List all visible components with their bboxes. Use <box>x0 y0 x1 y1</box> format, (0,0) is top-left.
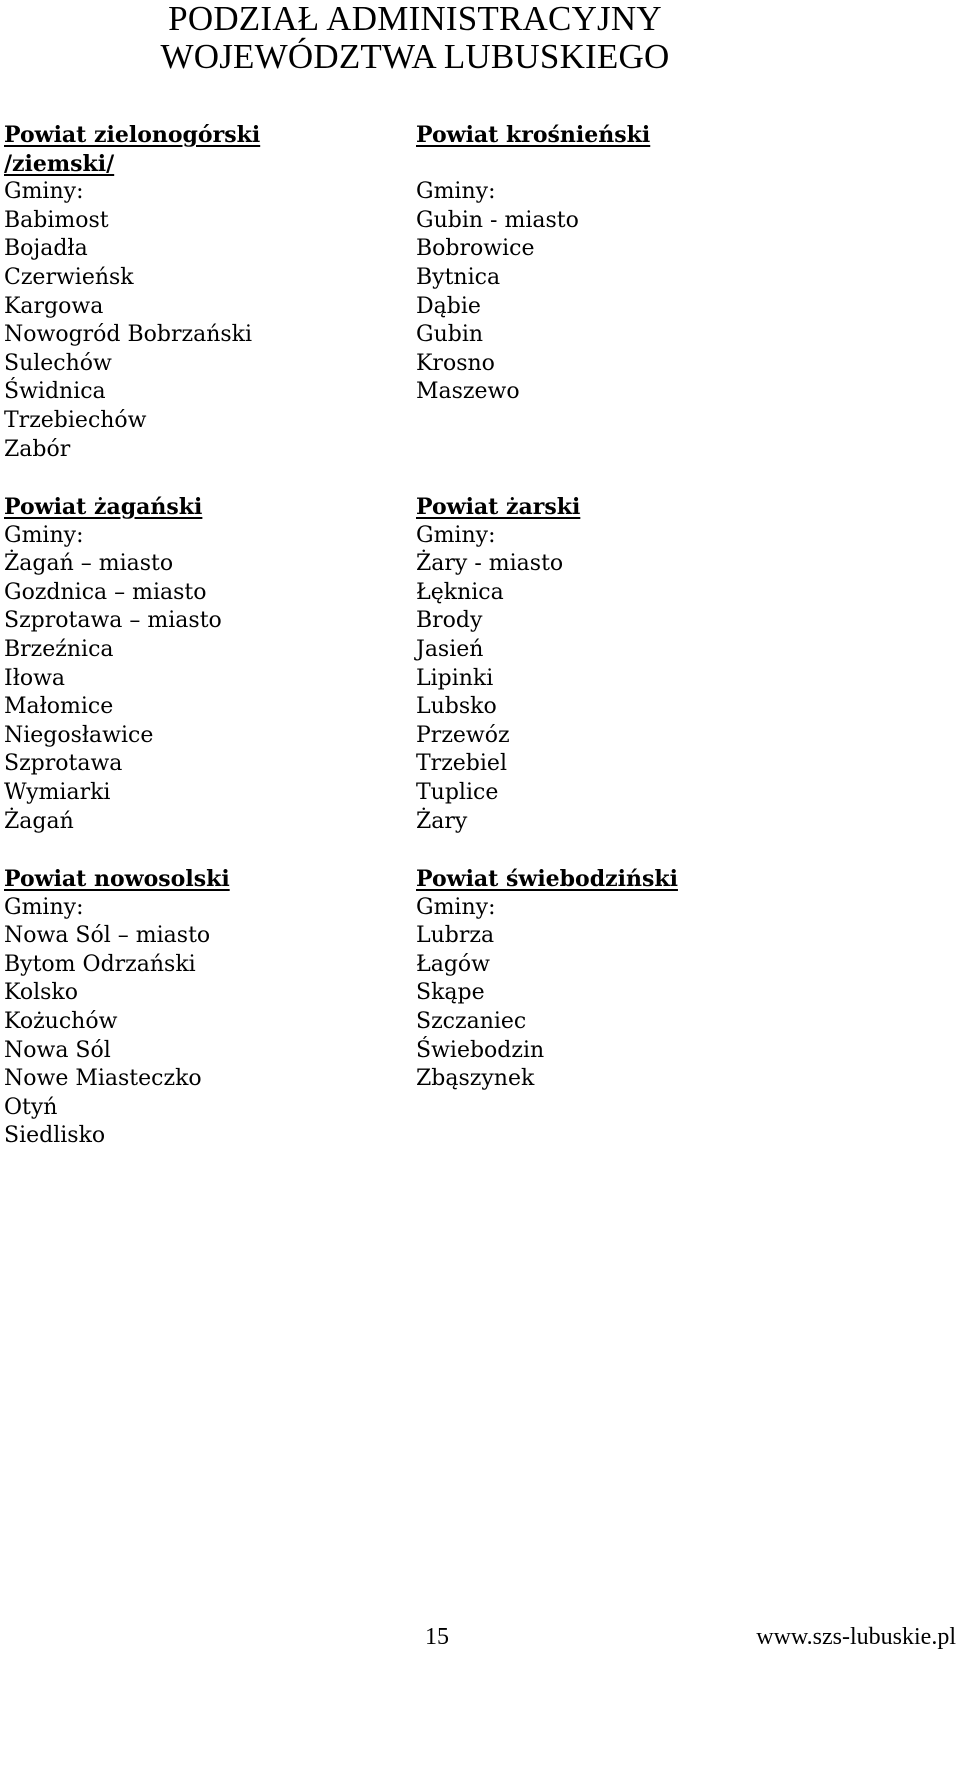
gmina-item: Dąbie <box>416 293 481 319</box>
gmina-item: Iłowa <box>4 665 66 691</box>
gmina-item: Brody <box>416 608 483 634</box>
gmina-item: Zbąszynek <box>416 1066 535 1092</box>
section-heading: Powiat żarski <box>416 494 581 520</box>
page-title-line2: WOJEWÓDZTWA LUBUSKIEGO <box>160 37 670 76</box>
gmina-item: Świdnica <box>4 379 106 405</box>
section-powiat-zaganski <box>4 493 222 836</box>
section-powiat-nowosolski <box>4 865 230 1151</box>
gmina-item: Żagań – miasto <box>4 551 174 577</box>
gmina-item: Babimost <box>4 207 109 233</box>
gmina-item: Przewóz <box>416 722 510 748</box>
page-number: 15 <box>425 1624 449 1650</box>
gmina-item: Otyń <box>4 1094 58 1120</box>
website-url: www.szs-lubuskie.pl <box>756 1624 956 1650</box>
gmina-item: Kolsko <box>4 980 78 1006</box>
section-heading-continued: /ziemski/ <box>4 150 115 177</box>
gmina-item: Bytnica <box>416 264 501 290</box>
section-heading: Powiat świebodziński <box>416 866 678 892</box>
gmina-item: Bytom Odrzański <box>4 951 196 977</box>
gmina-item: Łęknica <box>416 579 504 605</box>
section-powiat-krosnienski <box>416 121 650 407</box>
gmina-item: Niegosławice <box>4 722 154 748</box>
gmina-item: Lubsko <box>416 694 497 720</box>
gmina-item: Siedlisko <box>4 1123 106 1149</box>
gmina-item: Nowa Sól – miasto <box>4 923 211 949</box>
section-heading: Powiat żagański <box>4 494 203 520</box>
gmina-item: Skąpe <box>416 980 485 1006</box>
gmina-item: Brzeźnica <box>4 636 114 662</box>
gmina-item: Świebodzin <box>416 1037 545 1063</box>
gmina-item: Łagów <box>416 951 490 977</box>
gmina-item: Czerwieńsk <box>4 264 134 290</box>
gmina-item: Trzebiel <box>416 751 507 777</box>
gmina-item: Krosno <box>416 350 495 376</box>
gmina-item: Sulechów <box>4 350 112 376</box>
gmina-item: Tuplice <box>416 779 499 805</box>
gmina-item: Maszewo <box>416 379 520 405</box>
gmina-item: Żary - miasto <box>416 551 564 577</box>
gmina-item: Lipinki <box>416 665 494 691</box>
section-powiat-swiebodzinski <box>416 865 678 1094</box>
section-powiat-zarski <box>416 493 580 836</box>
gmina-item: Nowa Sól <box>4 1037 111 1063</box>
section-heading: Powiat zielonogórski <box>4 122 261 148</box>
gmina-item: Gubin - miasto <box>416 207 579 233</box>
gmina-item: Nowe Miasteczko <box>4 1066 202 1092</box>
gmina-item: Bobrowice <box>416 236 535 262</box>
gmina-item: Kożuchów <box>4 1008 118 1034</box>
gmina-item: Kargowa <box>4 293 104 319</box>
gminy-label: Gminy: <box>416 179 496 205</box>
gminy-label: Gminy: <box>416 894 496 920</box>
gmina-item: Trzebiechów <box>4 407 147 433</box>
gminy-label: Gminy: <box>4 179 84 205</box>
gmina-item: Zabór <box>4 436 71 462</box>
gmina-item: Gozdnica – miasto <box>4 579 207 605</box>
gminy-label: Gminy: <box>4 522 84 548</box>
gmina-item: Szprotawa <box>4 751 123 777</box>
gmina-item: Gubin <box>416 322 484 348</box>
gminy-label: Gminy: <box>4 894 84 920</box>
gmina-item: Bojadła <box>4 236 88 262</box>
gmina-item: Żagań <box>4 808 74 834</box>
gmina-item: Szprotawa – miasto <box>4 608 222 634</box>
gminy-label: Gminy: <box>416 522 496 548</box>
section-heading: Powiat krośnieński <box>416 122 651 148</box>
gmina-item: Szczaniec <box>416 1008 527 1034</box>
gmina-item: Wymiarki <box>4 779 111 805</box>
gmina-item: Lubrza <box>416 923 495 949</box>
gmina-item: Jasień <box>416 636 484 662</box>
page-title-line1: PODZIAŁ ADMINISTRACYJNY <box>168 0 662 38</box>
section-heading: Powiat nowosolski <box>4 866 230 892</box>
gmina-item: Nowogród Bobrzański <box>4 322 253 348</box>
gmina-item: Małomice <box>4 694 114 720</box>
section-powiat-zielonogorski <box>4 121 260 464</box>
gmina-item: Żary <box>416 808 468 834</box>
